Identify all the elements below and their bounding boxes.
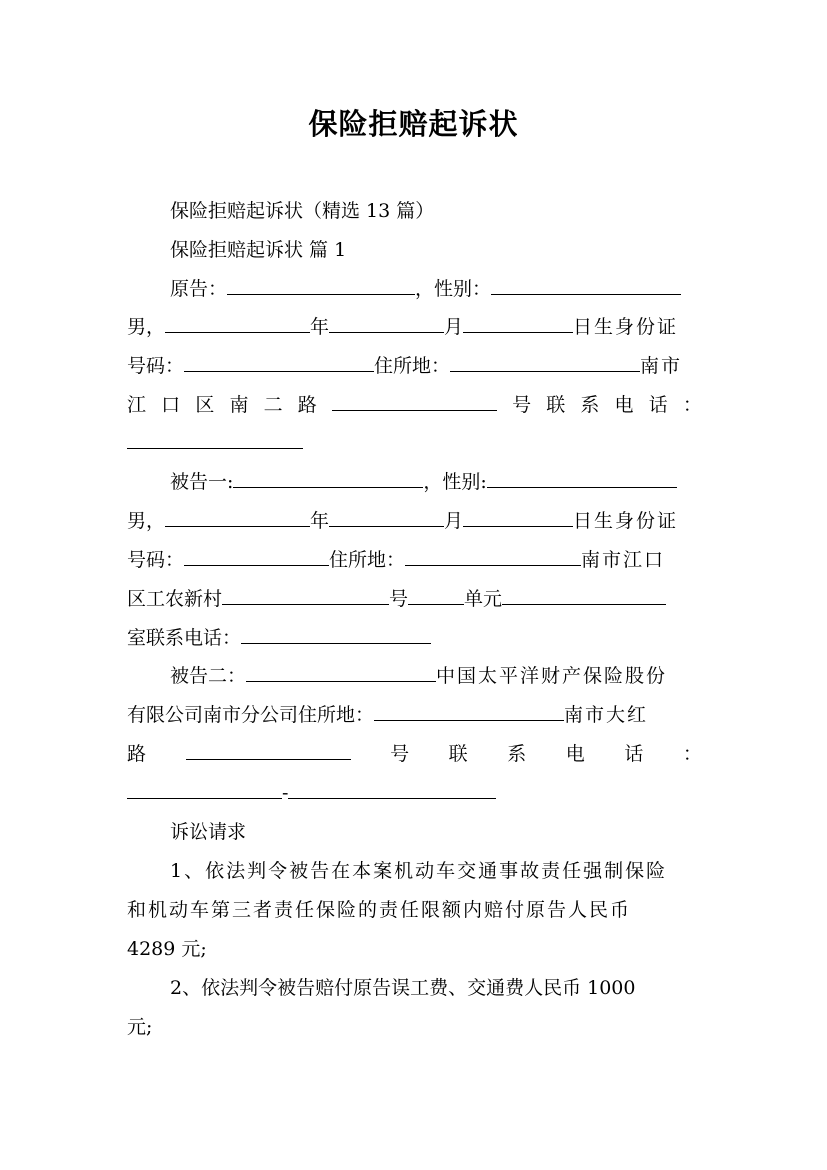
city-label: 南市大红	[564, 704, 649, 726]
blank	[374, 700, 564, 721]
gender-label: ，性别:	[423, 471, 487, 493]
claim-1-line-3: 4289 元;	[127, 938, 207, 960]
char: 区	[195, 394, 215, 416]
blank	[184, 351, 374, 372]
birth-line	[127, 312, 702, 342]
city-label: 南市	[640, 355, 683, 377]
char: 电	[565, 743, 585, 765]
blank	[463, 506, 573, 527]
char: 联	[448, 743, 468, 765]
blank	[127, 428, 303, 449]
defendant2-label: 被告二：	[170, 665, 247, 687]
gender-value: 男，	[127, 510, 166, 532]
d1-birth-line	[127, 506, 702, 536]
plaintiff-line	[170, 274, 702, 304]
document-title: 保险拒赔起诉状	[308, 107, 519, 141]
claim-2-line-1: 2、依法判令被告赔付原告误工费、交通费人民币 1000	[170, 977, 636, 999]
blank	[241, 623, 431, 644]
char: 联	[546, 394, 566, 416]
id-line	[127, 351, 702, 381]
road-label: 路	[127, 743, 147, 765]
d2-address-line	[127, 700, 702, 730]
id-label: 号码：	[127, 355, 185, 377]
blank	[332, 390, 497, 411]
defendant1-line	[170, 467, 702, 497]
char: 话	[624, 743, 644, 765]
blank	[405, 545, 581, 566]
blank	[227, 274, 415, 295]
year-label: 年	[310, 316, 330, 338]
d1-id-line	[127, 545, 702, 575]
char: 系	[580, 394, 600, 416]
blank	[491, 274, 681, 295]
dash: -	[282, 782, 289, 804]
blank	[502, 584, 666, 605]
d2-contact-line	[127, 739, 702, 769]
claims-heading: 诉讼请求	[170, 821, 247, 843]
company-name: 中国太平洋财产保险股份	[436, 665, 668, 687]
id-label: 号码：	[127, 549, 185, 571]
blank	[165, 312, 310, 333]
month-label: 月	[444, 510, 464, 532]
number-label: 号	[389, 588, 409, 610]
char: 口	[161, 394, 181, 416]
blank	[408, 584, 464, 605]
claim-2-line-2: 元;	[127, 1016, 153, 1038]
phone-blank-line	[127, 428, 702, 458]
gender-label: ，性别：	[415, 278, 492, 300]
defendant1-label: 被告一:	[170, 471, 234, 493]
blank	[165, 506, 310, 527]
gender-value: 男，	[127, 316, 166, 338]
blank	[184, 545, 329, 566]
d1-village-line	[127, 584, 702, 614]
address-label: 住所地：	[374, 355, 451, 377]
d1-room-line	[127, 623, 702, 653]
intro-line: 保险拒赔起诉状（精选 13 篇）	[170, 200, 435, 222]
address-label: 住所地：	[329, 549, 406, 571]
char: ：	[682, 743, 702, 765]
subtitle-line: 保险拒赔起诉状 篇 1	[170, 239, 347, 261]
char: 江	[127, 394, 147, 416]
char: ：	[682, 394, 702, 416]
blank	[246, 661, 436, 682]
d2-phone-line	[127, 778, 702, 808]
char: 路	[297, 394, 317, 416]
char: 二	[263, 394, 283, 416]
blank	[450, 351, 640, 372]
blank	[463, 312, 573, 333]
char: 号	[390, 743, 410, 765]
char: 系	[507, 743, 527, 765]
day-id-label: 日生身份证	[573, 510, 679, 532]
char: 电	[614, 394, 634, 416]
village-label: 区工农新村	[127, 588, 223, 610]
defendant2-line	[170, 661, 702, 691]
company-address-label: 有限公司南市分公司住所地：	[127, 704, 375, 726]
month-label: 月	[444, 316, 464, 338]
contact-line	[127, 390, 702, 420]
city-label: 南市江口	[581, 549, 666, 571]
blank	[487, 467, 677, 488]
blank	[329, 312, 444, 333]
room-label: 室联系电话：	[127, 627, 242, 649]
blank	[329, 506, 444, 527]
char: 号	[512, 394, 532, 416]
blank	[222, 584, 389, 605]
blank	[127, 778, 282, 799]
claim-1-line-1: 1、依法判令被告在本案机动车交通事故责任强制保险	[170, 860, 668, 882]
plaintiff-label: 原告：	[170, 278, 228, 300]
blank	[288, 778, 496, 799]
unit-label: 单元	[464, 588, 503, 610]
claim-1-line-2: 和机动车第三者责任保险的责任限额内赔付原告人民币	[127, 899, 632, 921]
char: 南	[229, 394, 249, 416]
char: 话	[648, 394, 668, 416]
day-id-label: 日生身份证	[573, 316, 679, 338]
blank	[186, 739, 351, 760]
year-label: 年	[310, 510, 330, 532]
blank	[233, 467, 423, 488]
